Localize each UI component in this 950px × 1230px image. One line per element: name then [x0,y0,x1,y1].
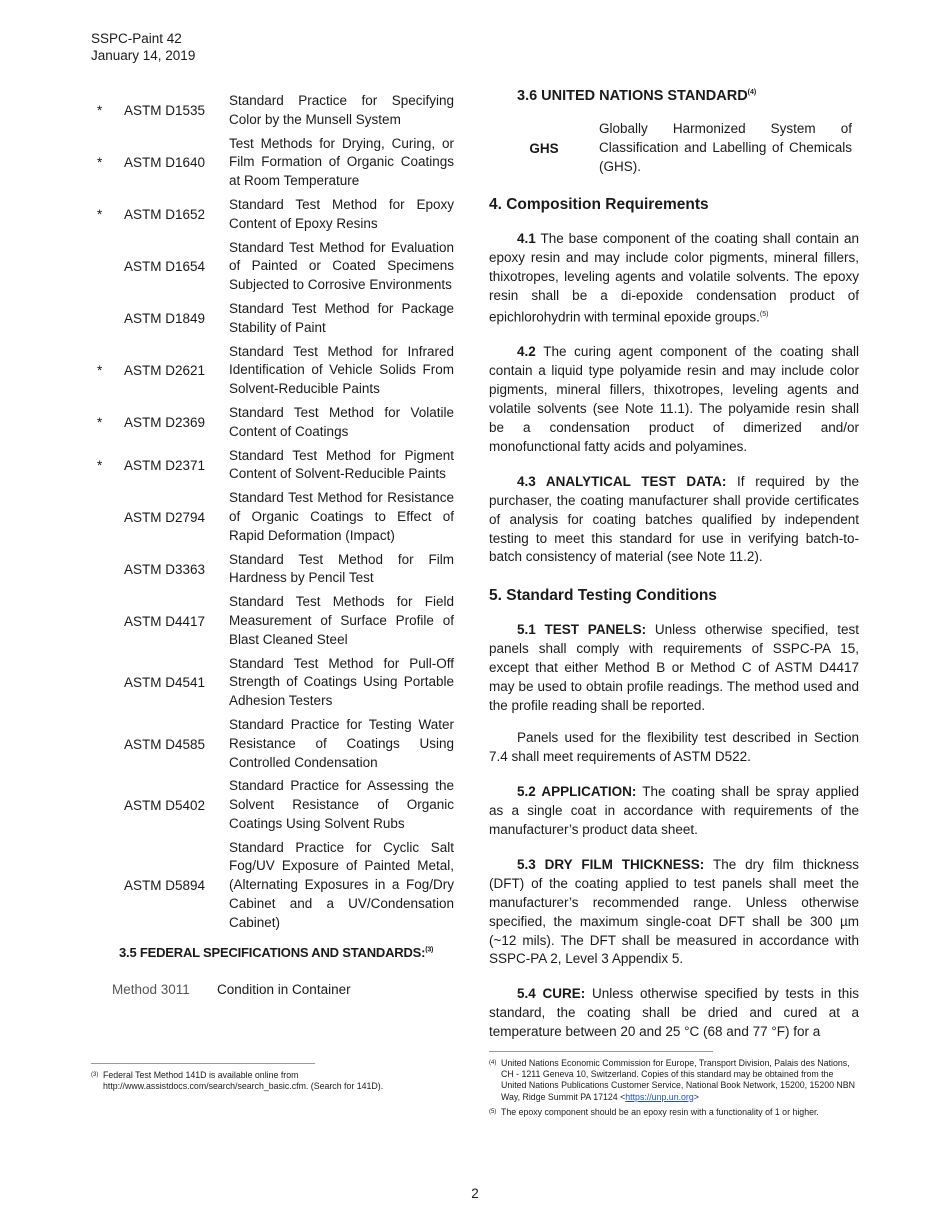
reference-row [91,135,456,191]
method-code: Method 3011 [112,981,190,997]
reference-title: Standard Test Method for Volatile Content of Coatings [229,404,454,439]
doc-id: SSPC-Paint 42 [91,31,182,46]
reference-star: * [97,207,103,223]
reference-code: ASTM D4585 [124,736,206,752]
reference-code: ASTM D1640 [124,155,206,171]
footnotes-left [91,1063,463,1092]
reference-code: ASTM D5402 [124,797,206,813]
ghs-code: GHS [529,140,559,156]
para-4-2: 4.2 The curing agent component of the coating shall contain a liquid type polyamide resin and may include color pigments, mineral fillers, thixotropes, leveling agents and volatile solvents (see Note 11.1). The polyamide resin shall be a condensation product of dimerized and/or monofunctional fatty acids and polyamines. [489,344,859,454]
reference-row [91,593,456,649]
reference-title: Standard Test Method for Epoxy Content of Epoxy Resins [229,196,454,231]
section-3-5-heading: 3.5 FEDERAL SPECIFICATIONS AND STANDARDS:$^{(3)}$ [119,944,434,960]
reference-code: ASTM D2621 [124,363,206,379]
footnote-divider [489,1051,713,1052]
reference-star: * [97,103,103,119]
reference-row [91,839,456,933]
reference-title: Standard Practice for Testing Water Resistance of Coatings Using Controlled Condensation [229,716,454,770]
reference-row [91,447,456,485]
reference-title: Standard Practice for Assessing the Solvent Resistance of Organic Coatings Using Solvent Rubs [229,778,454,831]
reference-title: Standard Practice for Cyclic Salt Fog/UV Exposure of Painted Metal, (Alternating Exposures in a Fog/Dry Cabinet and a UV/Condensation Cabinet) [229,839,454,930]
reference-code: ASTM D3363 [124,561,206,577]
para-5-3: 5.3 DRY FILM THICKNESS: The dry film thickness (DFT) of the coating applied to test panels shall meet the manufacturer’s recommended range. Unless otherwise specified, the maximum single-coat DFT shall be 300 µm (~12 mils). The DFT shall be measured in accordance with SSPC-PA 2, Level 3 Appendix 5. [489,856,859,967]
reference-row [91,343,456,399]
reference-list [91,92,456,933]
para-5-2: 5.2 APPLICATION: The coating shall be spray applied as a single coat in accordance with requirements of the manufacturer’s product data sheet. [489,784,860,838]
footnotes-right [489,1051,860,1118]
reference-star: * [97,415,103,431]
reference-title: Standard Test Method for Pigment Content of Solvent-Reducible Paints [229,447,454,482]
section-5-heading: 5. Standard Testing Conditions [489,587,717,605]
para-5-4: 5.4 CURE: Unless otherwise specified by tests in this standard, the coating shall be dried and cured at a temperature between 20 and 25 °C (68 and 77 °F) for a [489,986,859,1040]
reference-row [91,92,456,130]
footnote-4: (4) United Nations Economic Commission for Europe, Transport Division, Palais des Nations, CH - 1211 Geneva 10, Switzerland. Copies of this standard may be obtained from the United Nations Publications Customer Service, National Book Network, 15200, 15200 NBN Way, Ridge Summit PA 17124 <https://unp.un.org> [489,1058,856,1102]
reference-code: ASTM D5894 [124,878,206,894]
reference-row [91,551,456,589]
doc-date: January 14, 2019 [91,48,196,63]
un-link[interactable]: https://unp.un.org [625,1091,694,1102]
left-column [91,92,456,997]
reference-title: Standard Test Method for Pull-Off Strength of Coatings Using Portable Adhesion Testers [229,655,454,709]
reference-code: ASTM D1535 [124,103,206,119]
para-5-1-cont: Panels used for the flexibility test described in Section 7.4 shall meet requirements of ASTM D522. [489,730,859,765]
reference-title: Standard Practice for Specifying Color by the Munsell System [229,93,454,127]
reference-title: Standard Test Method for Film Hardness by Pencil Test [229,551,454,586]
footnote-3: (3) Federal Test Method 141D is available online from http://www.assistdocs.com/search/search_basic.cfm. (Search for 141D). [91,1070,384,1092]
ghs-row [489,120,859,176]
reference-row [91,655,456,711]
reference-code: ASTM D4541 [124,675,206,691]
reference-row [91,239,456,295]
reference-code: ASTM D4417 [124,613,206,629]
method-row [91,982,456,997]
section-4-heading: 4. Composition Requirements [489,196,709,214]
section-3-6-heading: 3.6 UNITED NATIONS STANDARD$^{(4)}$ [517,88,757,104]
reference-code: ASTM D2369 [124,415,206,431]
reference-title: Standard Test Method for Infrared Identification of Vehicle Solids From Solvent-Reducible Paints [229,343,454,397]
reference-row [91,404,456,442]
ghs-desc: Globally Harmonized System of Classification and Labelling of Chemicals (GHS). [599,121,852,174]
reference-code: ASTM D2794 [124,509,206,525]
reference-row [91,777,456,833]
reference-title: Test Methods for Drying, Curing, or Film Formation of Organic Coatings at Room Temperature [229,135,454,189]
reference-code: ASTM D2371 [124,457,206,473]
page-header [91,30,195,64]
reference-title: Standard Test Method for Evaluation of Painted or Coated Specimens Subjected to Corrosive Environments [229,239,454,293]
reference-row [91,716,456,772]
reference-star: * [97,457,103,473]
footnote-5: (5) The epoxy component should be an epoxy resin with a functionality of 1 or higher. [489,1106,819,1117]
para-4-1: 4.1 The base component of the coating shall contain an epoxy resin and may include color pigments, mineral fillers, thixotropes, leveling agents and volatile solvents. The epoxy resin shall be a di-epoxide condensation product of epichlorohydrin with terminal epoxide groups.$^{(5)}$ [489,231,859,325]
para-5-1: 5.1 TEST PANELS: Unless otherwise specified, test panels shall comply with requirements of SSPC-PA 15, except that either Method B or Method C of ASTM D4417 may be used to obtain profile readings. The method used and the profile reading shall be reported. [489,622,859,714]
reference-code: ASTM D1849 [124,311,206,327]
page-number: 2 [471,1186,479,1201]
reference-star: * [97,155,103,171]
reference-title: Standard Test Methods for Field Measurement of Surface Profile of Blast Cleaned Steel [229,594,454,647]
reference-star: * [97,363,103,379]
reference-row [91,196,456,234]
reference-row [91,300,456,338]
reference-row [91,489,456,545]
para-4-3: 4.3 ANALYTICAL TEST DATA: If required by the purchaser, the coating manufacturer shall provide certificates of analysis for coating batches qualified by independent testing to meet this standard for use in verifying batch-to-batch consistency of material (see Note 11.2). [489,473,860,565]
reference-title: Standard Test Method for Package Stability of Paint [229,300,454,335]
reference-code: ASTM D1654 [124,259,206,275]
reference-code: ASTM D1652 [124,207,206,223]
right-column [489,88,859,1056]
reference-title: Standard Test Method for Resistance of Organic Coatings to Effect of Rapid Deformation (Impact) [229,490,454,543]
footnote-divider [91,1063,315,1064]
method-title: Condition in Container [217,981,351,997]
